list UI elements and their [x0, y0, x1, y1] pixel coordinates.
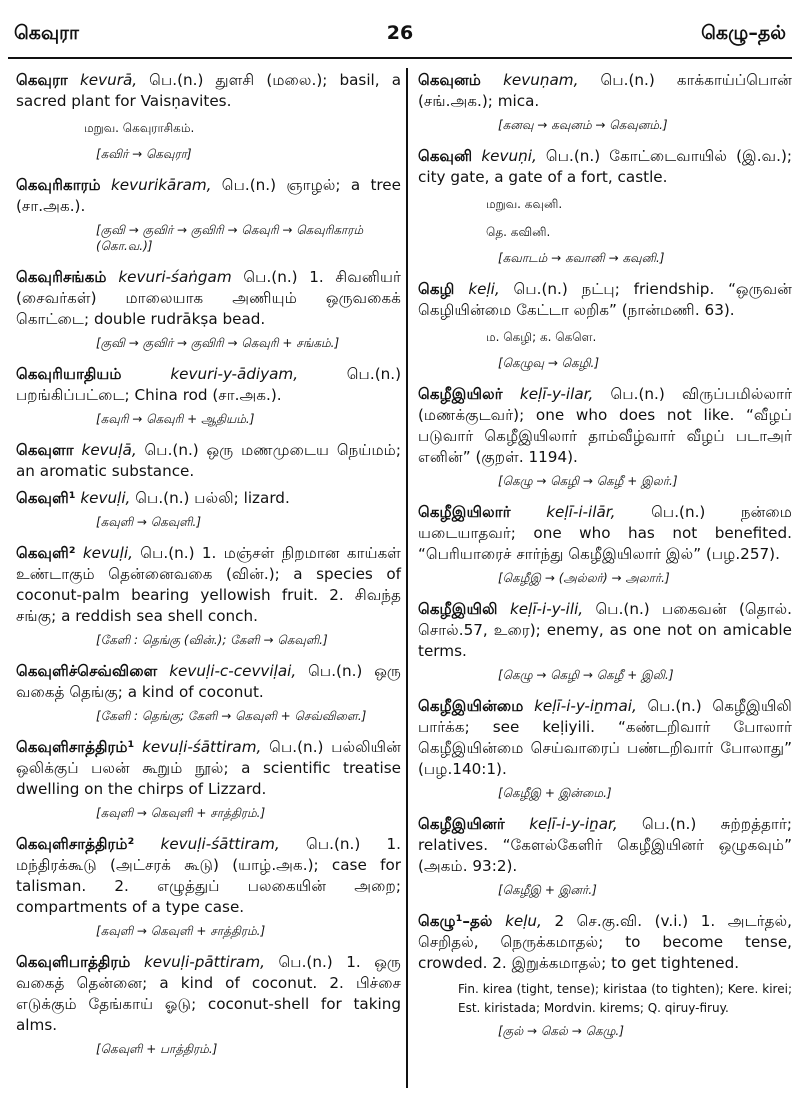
headword: கெவுளிசாத்திரம்¹ [16, 738, 135, 756]
headword: கெழீஇயிலர் [418, 385, 503, 403]
variant-note: மறுவ. கெவுராசிகம். [84, 121, 195, 135]
transliteration: kevuri-y-ādiyam, [170, 365, 299, 383]
headword: கெழி [418, 280, 455, 298]
transliteration: kevuṇam, [503, 71, 579, 89]
headword: கெவுளா [16, 441, 74, 459]
headword: கெவுளிபாத்திரம் [16, 953, 131, 971]
dictionary-entry [16, 952, 401, 1036]
dictionary-entry [418, 814, 792, 877]
definition: பெ.(n.) விருப்பமில்லார் (மணக்குடவர்); one who does not like. “வீழப் படுவார் கெழீஇயிலார் தாம்வீழ்வார் வீழப் படாஅர் எனின்” (குறள். 1194). [418, 385, 793, 466]
headword: கெவுரியாதியம் [16, 365, 122, 383]
dictionary-entry [16, 543, 401, 627]
transliteration: keḷī-i-y-ili, [509, 600, 584, 618]
dictionary-entry [16, 488, 401, 509]
etymology: [குல் → கெல் → கெழு.] [498, 1024, 624, 1038]
definition: பெ.(n.) நன்மை யடையாதவர்; one who has not benefited. “பெரியாரைச் சார்ந்து கெழீஇயிலார் இல்” (பழ.257). [418, 503, 793, 563]
headword: கெழீஇயிலி [418, 600, 498, 618]
etymology: [கேளி : தெங்கு (வின்.); கேளி → கெவுளி.] [96, 633, 328, 647]
etymology: [கனவு → கவுனம் → கெவுனம்.] [498, 118, 668, 132]
transliteration: kevuṇi, [481, 147, 537, 165]
column-divider [406, 68, 408, 1088]
headword: கெவுரிசங்கம் [16, 268, 107, 286]
dictionary-entry [418, 911, 792, 974]
transliteration: keḷī-i-ilār, [546, 503, 616, 521]
transliteration: kevuri-śaṅgam [118, 268, 232, 286]
dictionary-entry [418, 70, 792, 112]
etymology: [கெழீஇ → (அல்லர்) → அலார்.] [498, 571, 670, 585]
transliteration: kevuḷā, [81, 441, 137, 459]
etymology: [கெழீஇ + இனர்.] [498, 883, 597, 897]
definition: பெ.(n.) ஒரு வகைத் தெங்கு; a kind of coconut. [16, 662, 401, 701]
variant-note: ம. கெழி; க. கெளெ. [486, 330, 597, 344]
definition: பெ.(n.) கோட்டைவாயில் (இ.வ.); city gate, a gate of a fort, castle. [418, 147, 793, 186]
definition: பெ.(n.) ஞாழல்; a tree (சா.அக.). [16, 176, 401, 215]
definition: பெ.(n.) கெழீஇயிலி பார்க்க; see keḷiyili. “கண்டறிவார் போலார் கெழீஇயின்மை செய்வாரைப் பண்டறிவார் போலாது” (பழ.140:1). [418, 697, 793, 778]
headword: கெழீஇயினர் [418, 815, 505, 833]
headword: கெவுனம் [418, 71, 482, 89]
transliteration: keḷi, [468, 280, 500, 298]
etymology: [கெழீஇ + இன்மை.] [498, 786, 612, 800]
variant-note: மறுவ. கவுனி. [486, 197, 563, 211]
definition: 2 செ.கு.வி. (v.i.) 1. அடர்தல், செறிதல், நெருக்கமாதல்; to become tense, crowded. 2. இறுக்கமாதல்; to get tightened. [418, 912, 793, 972]
etymology: [கெழுவு → கெழி.] [498, 356, 600, 370]
transliteration: kevuḷi-c-cevviḷai, [169, 662, 297, 680]
definition: பெ.(n.) சுற்றத்தார்; relatives. “கேளல்கேளிர் கெழீஇயினர் ஒழுகவும்” (அகம். 93:2). [418, 815, 793, 875]
definition: பெ.(n.) நட்பு; friendship. “ஒருவன் கெழியின்மை கேட்டா லறிக” (நான்மணி. 63). [418, 280, 792, 319]
headword: கெவுளி¹ [16, 489, 76, 507]
transliteration: kevuḷi, [80, 489, 131, 507]
dictionary-entry [16, 70, 401, 112]
cognates-note: Fin. kirea (tight, tense); kiristaa (to tighten); Kere. kirei; Est. kiristada; Mordvin. kirems; Q. qiruy-firuy. [458, 982, 792, 1015]
definition: பெ.(n.) பல்லி; lizard. [130, 489, 290, 507]
definition: பெ.(n.) 1. மஞ்சள் நிறமான காய்கள் உண்டாகும் தென்னைவகை (வின்.); a species of coconut-palm bearing yellowish fruit. 2. சிவந்த சங்கு; a reddish sea shell conch. [16, 544, 402, 625]
variant-note: தெ. கவினி. [486, 225, 551, 239]
dictionary-entry [16, 267, 401, 330]
headword: கெவுளி² [16, 544, 76, 562]
headword: கெவுரிகாரம் [16, 176, 101, 194]
headword: கெவுரா [16, 71, 68, 89]
transliteration: kevurā, [79, 71, 138, 89]
dictionary-entry [418, 384, 792, 468]
right-column [418, 70, 792, 1052]
etymology: [கவுளி → கெவுளி + சாத்திரம்.] [96, 924, 266, 938]
etymology: [கெழு → கெழி → கெழீ + இலர்.] [498, 474, 678, 488]
etymology: [குவி → குவிர் → குவிரி → கெவுரி + சங்கம்.] [96, 336, 340, 350]
transliteration: kevuḷi-śāttiram, [160, 835, 280, 853]
etymology: [கவுளி → கெவுளி.] [96, 515, 202, 529]
dictionary-entry [418, 696, 792, 780]
transliteration: kevuḷi, [82, 544, 133, 562]
headword: கெவுளிசாத்திரம்² [16, 835, 135, 853]
header-left-guideword: கெவுரா [14, 22, 79, 44]
etymology: [கவுளி → கெவுளி + சாத்திரம்.] [96, 806, 266, 820]
dictionary-entry [16, 737, 401, 800]
headword: கெவுளிச்செவ்விளை [16, 662, 158, 680]
page-header [14, 22, 786, 52]
etymology: [கெவுளி + பாத்திரம்.] [96, 1042, 218, 1056]
transliteration: kevuḷi-śāttiram, [142, 738, 262, 756]
definition: பெ.(n.) துளசி (மலை.); basil, a sacred plant for Vaisṇavites. [16, 71, 401, 110]
etymology: [கவுரி → கெவுரி + ஆதியம்.] [96, 412, 255, 426]
definition: பெ.(n.) பறங்கிப்பட்டை; China rod (சா.அக.). [16, 365, 401, 404]
dictionary-entry [418, 599, 792, 662]
dictionary-entry [418, 279, 792, 321]
etymology: [கவிர் → கெவுரா] [96, 147, 192, 161]
dictionary-entry [16, 175, 401, 217]
etymology: [கவாடம் → கவானி → கவுனி.] [498, 251, 665, 265]
header-rule [8, 57, 792, 59]
dictionary-entry [418, 146, 792, 188]
transliteration: kevurikāram, [111, 176, 212, 194]
etymology: [கெழு → கெழி → கெழீ + இலி.] [498, 668, 674, 682]
headword: கெழு¹–தல் [418, 912, 493, 930]
definition: பெ.(n.) ஒரு மணமுடைய நெய்மம்; an aromatic substance. [16, 441, 402, 480]
transliteration: keḷī-i-y-iṉar, [529, 815, 618, 833]
dictionary-entry [16, 661, 401, 703]
headword: கெவுனி [418, 147, 473, 165]
etymology: [கேளி : தெங்கு; கேளி → கெவுளி + செவ்விளை.] [96, 709, 367, 723]
header-right-guideword: கெழு–தல் [701, 22, 786, 44]
dictionary-entry [16, 834, 401, 918]
definition: பெ.(n.) பகைவன் (தொல். சொல்.57, உரை); enemy, as one not on amicable terms. [418, 600, 793, 660]
definition: பெ.(n.) 1. மந்திரக்கூடு (அட்சரக் கூடு) (யாழ்.அக.); case for talisman. 2. எழுத்துப் பலகையின் அறை; compartments of a type case. [16, 835, 401, 916]
transliteration: keḷu, [505, 912, 542, 930]
definition: பெ.(n.) பல்லியின் ஒலிக்குப் பலன் கூறும் நூல்; a scientific treatise dwelling on the chirps of Lizzard. [16, 738, 401, 798]
left-column [16, 70, 401, 1070]
page-number: 26 [386, 22, 414, 44]
headword: கெழீஇயின்மை [418, 697, 524, 715]
transliteration: keḷī-y-ilar, [519, 385, 594, 403]
definition: பெ.(n.) 1. ஒரு வகைத் தென்னை; a kind of coconut. 2. பிச்சை எடுக்கும் தேங்காய் ஓடு; coconut-shell for taking alms. [16, 953, 402, 1034]
dictionary-entry [418, 502, 792, 565]
transliteration: kevuḷi-pāttiram, [144, 953, 265, 971]
definition: பெ.(n.) 1. சிவனியர் (சைவர்கள்) மாலையாக அணியும் ஒருவகைக் கொட்டை; double rudrākṣa bead. [16, 268, 401, 328]
headword: கெழீஇயிலார் [418, 503, 511, 521]
transliteration: keḷī-i-y-iṉmai, [534, 697, 637, 715]
etymology: [குவி → குவிர் → குவிரி → கெவுரி → கெவுரிகாரம் (கொ.வ.)] [96, 223, 364, 253]
dictionary-entry [16, 440, 401, 482]
definition: பெ.(n.) காக்காய்ப்பொன் (சங்.அக.); mica. [418, 71, 792, 110]
dictionary-entry [16, 364, 401, 406]
